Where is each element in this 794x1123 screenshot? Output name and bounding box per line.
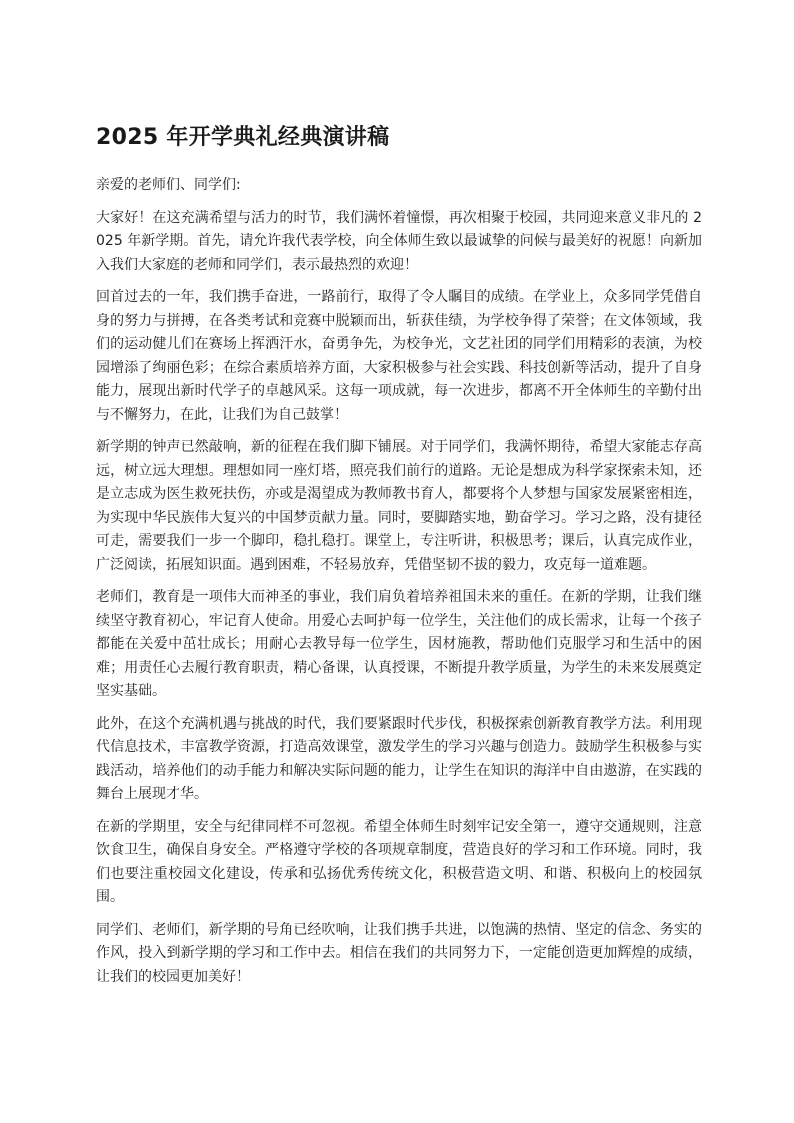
document-title: 2025 年开学典礼经典演讲稿 <box>96 125 390 150</box>
paragraph-greeting: 大家好！在这充满希望与活力的时节，我们满怀着憧憬，再次相聚于校园，共同迎来意义非凡的 2025 年新学期。首先，请允许我代表学校，向全体师生致以最诚挚的问候与最美好的祝愿！向新加入我们大家庭的老师和同学们，表示最热烈的欢迎！ <box>96 209 702 273</box>
paragraph-closing: 同学们、老师们，新学期的号角已经吹响，让我们携手共进，以饱满的热情、坚定的信念、务实的作风，投入到新学期的学习和工作中去。相信在我们的共同努力下，一定能创造更加辉煌的成绩，让我们的校园更加美好！ <box>96 921 702 985</box>
paragraph-teachers: 老师们，教育是一项伟大而神圣的事业，我们肩负着培养祖国未来的重任。在新的学期，让我们继续坚守教育初心，牢记育人使命。用爱心去呵护每一位学生，关注他们的成长需求，让每一个孩子都能在关爱中茁壮成长；用耐心去教导每一位学生，因材施教，帮助他们克服学习和生活中的困难；用责任心去履行教育职责，精心备课，认真授课，不断提升教学质量，为学生的未来发展奠定坚实基础。 <box>96 589 702 699</box>
paragraph-review: 回首过去的一年，我们携手奋进，一路前行，取得了令人瞩目的成绩。在学业上，众多同学凭借自身的努力与拼搏，在各类考试和竞赛中脱颖而出，斩获佳绩，为学校争得了荣誉；在文体领域，我们的运动健儿们在赛场上挥洒汗水，奋勇争先，为校争光，文艺社团的同学们用精彩的表演，为校园增添了绚丽色彩；在综合素质培养方面，大家积极参与社会实践、科技创新等活动，提升了自身能力，展现出新时代学子的卓越风采。这每一项成就，每一次进步，都离不开全体师生的辛勤付出与不懈努力，在此，让我们为自己鼓掌！ <box>96 289 702 423</box>
salutation: 亲爱的老师们、同学们: <box>96 177 241 193</box>
paragraph-students: 新学期的钟声已然敲响，新的征程在我们脚下铺展。对于同学们，我满怀期待，希望大家能志存高远，树立远大理想。理想如同一座灯塔，照亮我们前行的道路。无论是想成为科学家探索未知，还是立志成为医生救死扶伤，亦或是渴望成为教师教书育人，都要将个人梦想与国家发展紧密相连，为实现中华民族伟大复兴的中国梦贡献力量。同时，要脚踏实地，勤奋学习。学习之路，没有捷径可走，需要我们一步一个脚印，稳扎稳打。课堂上，专注听讲，积极思考；课后，认真完成作业，广泛阅读，拓展知识面。遇到困难，不轻易放弃，凭借坚韧不拔的毅力，攻克每一道难题。 <box>96 439 702 573</box>
paragraph-innovation: 此外，在这个充满机遇与挑战的时代，我们要紧跟时代步伐，积极探索创新教育教学方法。利用现代信息技术，丰富教学资源，打造高效课堂，激发学生的学习兴趣与创造力。鼓励学生积极参与实践活动，培养他们的动手能力和解决实际问题的能力，让学生在知识的海洋中自由遨游，在实践的舞台上展现才华。 <box>96 715 702 802</box>
document-page <box>96 118 702 998</box>
paragraph-safety: 在新的学期里，安全与纪律同样不可忽视。希望全体师生时刻牢记安全第一，遵守交通规则，注意饮食卫生，确保自身安全。严格遵守学校的各项规章制度，营造良好的学习和工作环境。同时，我们也要注重校园文化建设，传承和弘扬优秀传统文化，积极营造文明、和谐、积极向上的校园氛围。 <box>96 818 702 905</box>
